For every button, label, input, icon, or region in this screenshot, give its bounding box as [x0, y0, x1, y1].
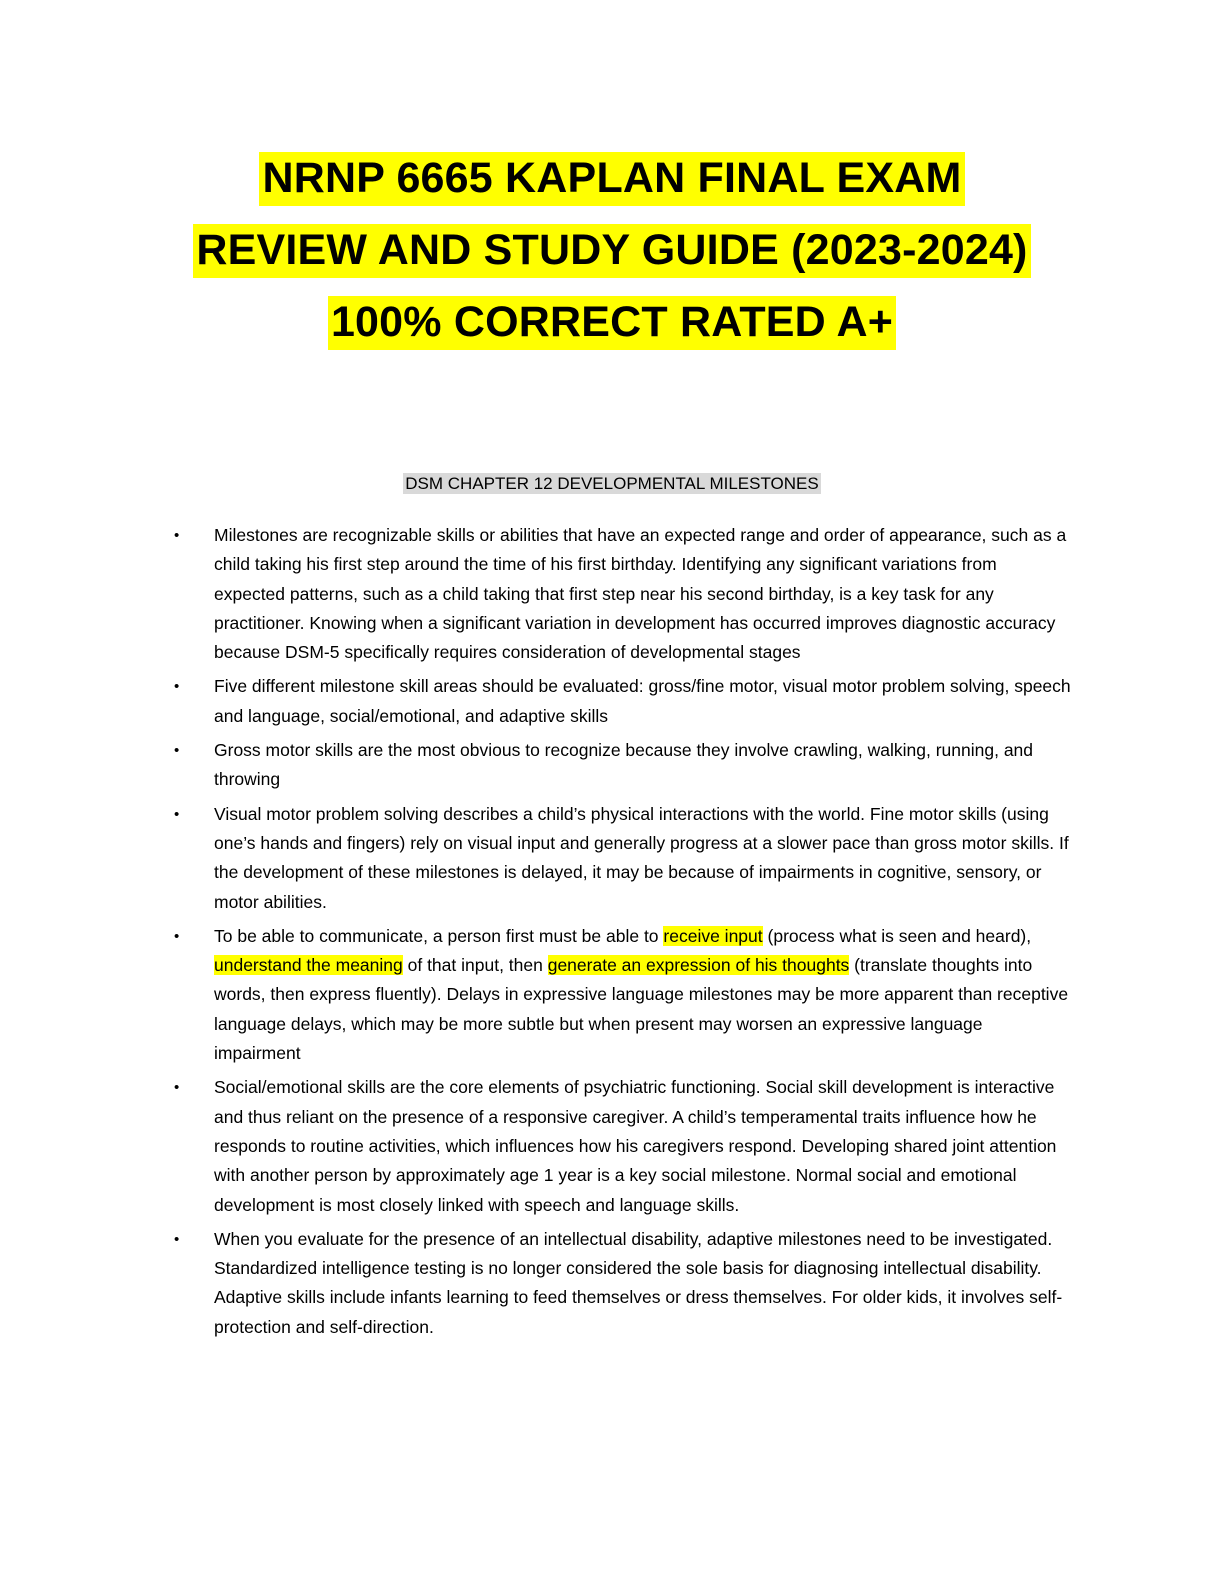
title-line-3: 100% CORRECT RATED A+	[328, 296, 896, 350]
bullet-text: Visual motor problem solving describes a child’s physical interactions with the world. Fine motor skills (using one’s hands and fingers) rely on visual input and generally progress at a slower pace than gross motor skills. If the development of these milestones is delayed, it may be because of impairments in cognitive, sensory, or motor abilities.	[214, 803, 1069, 912]
bullet-text: Gross motor skills are the most obvious to recognize because they involve crawling, walking, running, and throwing	[214, 740, 1034, 790]
highlighted-text: generate an expression of his thoughts	[547, 955, 850, 976]
bullet-icon: •	[174, 805, 180, 823]
title-line-2: REVIEW AND STUDY GUIDE (2023-2024)	[193, 224, 1030, 278]
bullet-icon: •	[174, 527, 180, 544]
list-item	[0, 736, 1072, 795]
bullet-text: Five different milestone skill areas should be evaluated: gross/fine motor, visual motor problem solving, speech and language, social/emotional, and adaptive skills	[214, 676, 1071, 726]
list-item	[0, 922, 1072, 1068]
title-line-1: NRNP 6665 KAPLAN FINAL EXAM	[259, 152, 964, 206]
document-title	[0, 142, 1224, 358]
bullet-list	[0, 521, 1224, 1347]
list-item	[0, 672, 1072, 731]
bullet-icon: •	[174, 927, 180, 945]
highlighted-text: receive input	[663, 925, 763, 946]
bullet-text-segment: To be able to communicate, a person first must be able to	[214, 925, 664, 946]
bullet-text-segment: (process what is seen and heard),	[762, 925, 1032, 946]
bullet-icon: •	[174, 678, 180, 696]
bullet-icon: •	[174, 1079, 180, 1097]
list-item	[0, 1073, 1072, 1219]
bullet-text-segment: of that input, then	[402, 955, 548, 976]
list-item	[0, 800, 1072, 917]
bullet-icon: •	[174, 742, 180, 760]
bullet-icon: •	[174, 1230, 180, 1248]
bullet-text: Milestones are recognizable skills or abilities that have an expected range and order of appearance, such as a child taking his first step around the time of his first birthday. Identifying any significant variations from expected patterns, such as a child taking that first step near his second birthday, is a key task for any practitioner. Knowing when a significant variation in development has occurred improves diagnostic accuracy because DSM-5 specifically requires consideration of developmental stages	[214, 525, 1067, 663]
bullet-text: Social/emotional skills are the core elements of psychiatric functioning. Social skill development is interactive and thus reliant on the presence of a responsive caregiver. A child’s temperamental traits influence how he responds to routine activities, which influences how his caregivers respond. Developing shared joint attention with another person by approximately age 1 year is a key social milestone. Normal social and emotional development is most closely linked with speech and language skills.	[214, 1077, 1057, 1215]
section-heading	[0, 474, 1224, 494]
section-heading-text: DSM CHAPTER 12 DEVELOPMENTAL MILESTONES	[405, 474, 819, 493]
bullet-text-segment: (translate thoughts into words, then express fluently). Delays in expressive language milestones may be more apparent than receptive language delays, which may be more subtle but when present may worsen an expressive language impairment	[214, 955, 1069, 1064]
highlighted-text: understand the meaning	[214, 955, 403, 976]
bullet-text: When you evaluate for the presence of an intellectual disability, adaptive milestones need to be investigated. Standardized intelligence testing is no longer considered the sole basis for diagnosing intellectual disability. Adaptive skills include infants learning to feed themselves or dress themselves. For older kids, it involves self-protection and self-direction.	[214, 1228, 1063, 1337]
list-item	[0, 521, 1072, 667]
list-item	[0, 1225, 1072, 1342]
